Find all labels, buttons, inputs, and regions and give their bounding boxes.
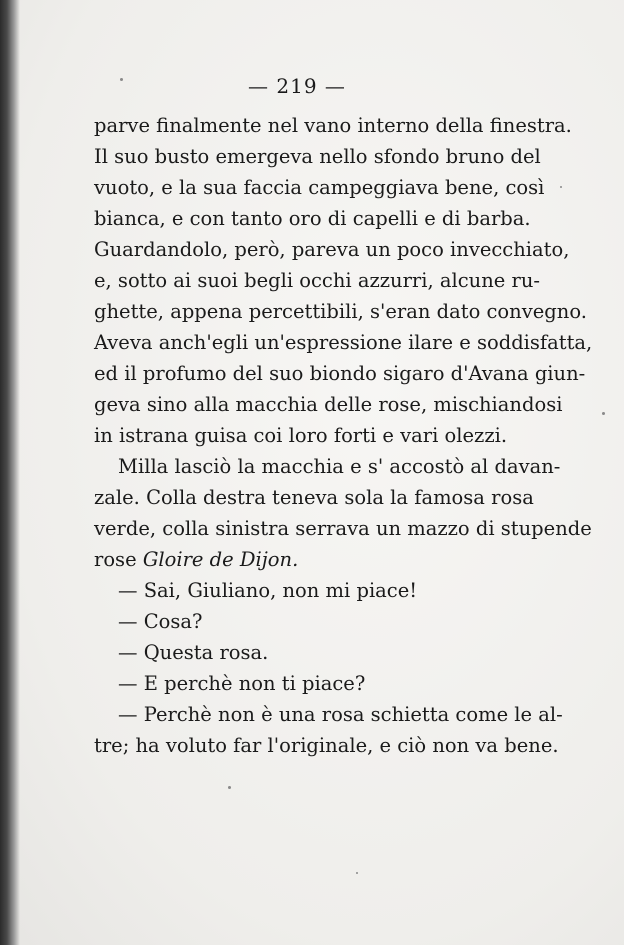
text-line: zale. Colla destra teneva sola la famosa rosa: [94, 486, 534, 509]
dialogue-line: — Cosa?: [118, 610, 203, 633]
text-line-prefix: rose: [94, 548, 143, 571]
text-line: ed il profumo del suo biondo sigaro d'Avana giun-: [94, 362, 586, 385]
page-number: — 219 —: [248, 74, 346, 98]
text-line: Aveva anch'egli un'espressione ilare e soddisfatta,: [94, 331, 593, 354]
text-line: bianca, e con tanto oro di capelli e di barba.: [94, 207, 531, 230]
paper-speck: [356, 872, 358, 874]
text-line: Il suo busto emergeva nello sfondo bruno del: [94, 145, 541, 168]
book-spine-shadow: [0, 0, 20, 945]
paper-speck: [228, 786, 231, 789]
text-line: tre; ha voluto far l'originale, e ciò non va bene.: [94, 734, 559, 757]
text-line: ghette, appena percettibili, s'eran dato convegno.: [94, 300, 587, 323]
dialogue-line: — Perchè non è una rosa schietta come le al-: [118, 703, 563, 726]
dialogue-line: — E perchè non ti piace?: [118, 672, 366, 695]
text-line: geva sino alla macchia delle rose, mischiandosi: [94, 393, 563, 416]
dialogue-line: — Questa rosa.: [118, 641, 269, 664]
text-line: vuoto, e la sua faccia campeggiava bene, così: [94, 176, 545, 199]
italic-title: Gloire de Dijon.: [142, 548, 299, 571]
paper-speck: [560, 186, 562, 188]
paper-speck: [602, 412, 605, 415]
paper-speck: [120, 78, 123, 81]
text-line: in istrana guisa coi loro forti e vari olezzi.: [94, 424, 508, 447]
text-line: verde, colla sinistra serrava un mazzo di stupende: [94, 517, 592, 540]
text-line: Milla lasciò la macchia e s' accostò al davan-: [118, 455, 561, 478]
dialogue-line: — Sai, Giuliano, non mi piace!: [118, 579, 418, 602]
body-text: [94, 110, 593, 761]
text-line: parve finalmente nel vano interno della finestra.: [94, 114, 572, 137]
text-line: [94, 544, 510, 575]
text-line: e, sotto ai suoi begli occhi azzurri, alcune ru-: [94, 269, 540, 292]
text-line: Guardandolo, però, pareva un poco invecchiato,: [94, 238, 570, 261]
